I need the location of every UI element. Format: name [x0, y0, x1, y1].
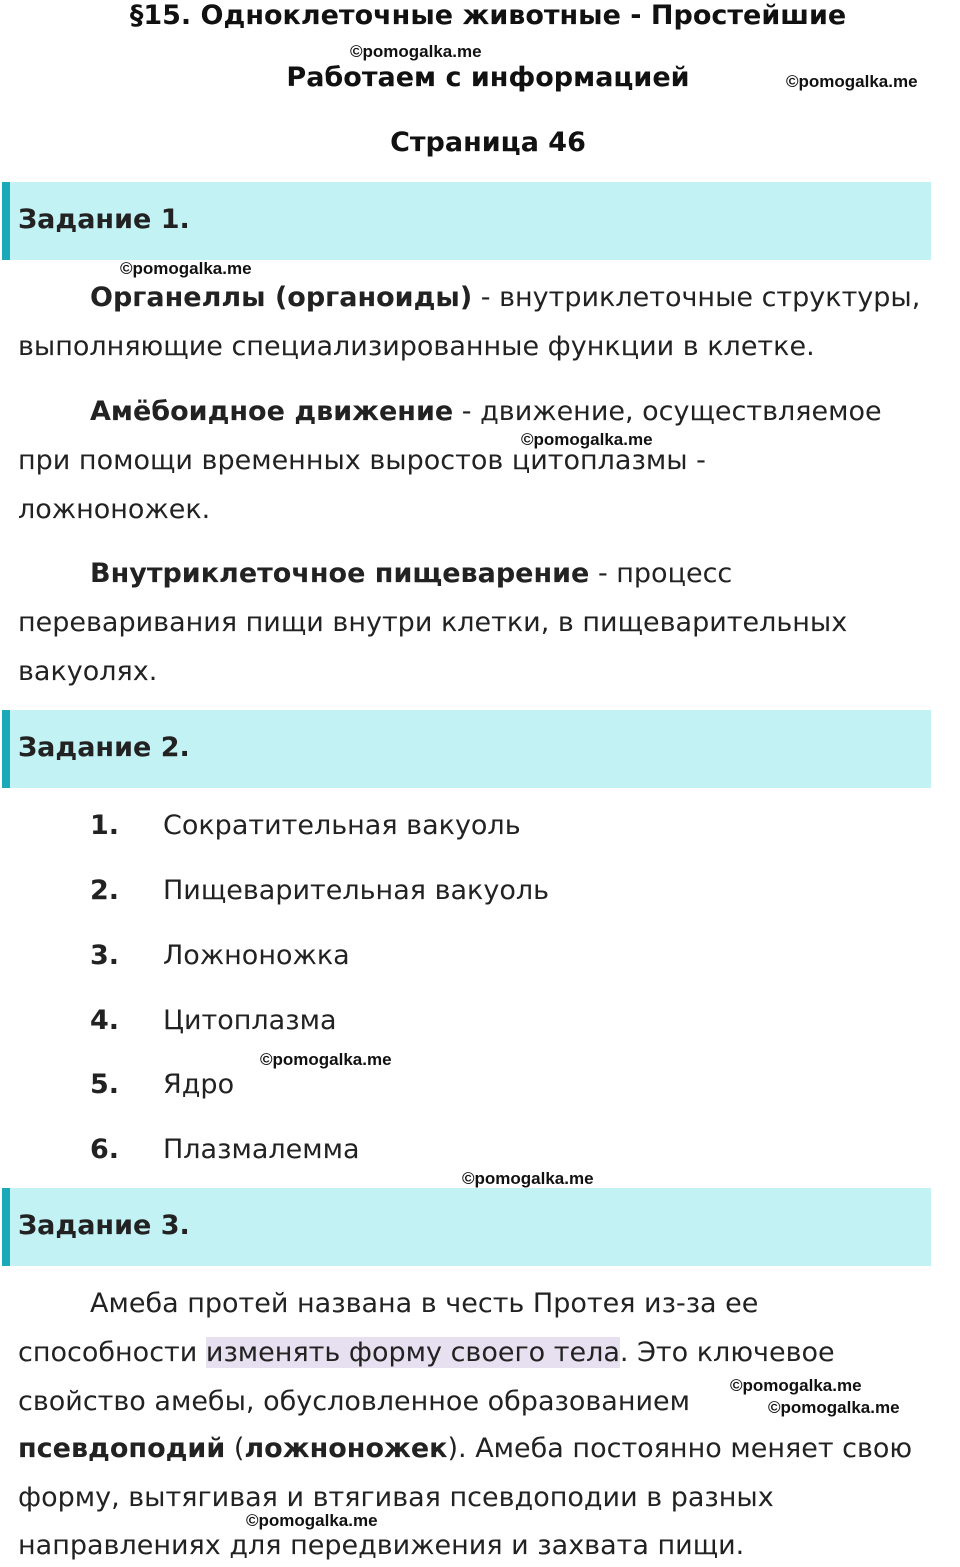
list-number: 4. — [90, 1005, 120, 1036]
task-1-header — [2, 182, 931, 260]
list-item: Плазмалемма — [163, 1134, 360, 1165]
watermark: ©pomogalka.me — [730, 1376, 862, 1395]
task-2-header — [2, 710, 931, 788]
answer-line: свойство амебы, обусловленное образованием — [18, 1386, 691, 1417]
list-number: 6. — [90, 1134, 120, 1165]
watermark: ©pomogalka.me — [768, 1398, 900, 1417]
answer-line: псевдоподий (ложноножек). Амеба постоянно меняет свою — [18, 1433, 913, 1464]
watermark: ©pomogalka.me — [350, 42, 482, 61]
task-2-heading: Задание 2. — [18, 732, 190, 763]
watermark: ©pomogalka.me — [120, 259, 252, 278]
watermark: ©pomogalka.me — [260, 1050, 392, 1069]
definition-amoeboid-line: при помощи временных выростов цитоплазмы - — [18, 445, 706, 476]
answer-line: способности изменять форму своего тела. Это ключевое — [18, 1337, 835, 1368]
page-title: §15. Одноклеточные животные - Простейшие — [129, 0, 847, 31]
task-3-header — [2, 1188, 931, 1266]
list-number: 5. — [90, 1069, 120, 1100]
answer-line: форму, вытягивая и втягивая псевдоподии в разных — [18, 1482, 774, 1513]
watermark: ©pomogalka.me — [462, 1169, 594, 1188]
list-item: Пищеварительная вакуоль — [163, 875, 550, 906]
definition-amoeboid: Амёбоидное движение - движение, осуществляемое — [90, 396, 882, 427]
definition-digestion-line: переваривания пищи внутри клетки, в пищеварительных — [18, 607, 848, 638]
list-item: Ядро — [163, 1069, 235, 1100]
definition-digestion-line: вакуолях. — [18, 656, 158, 687]
definition-amoeboid-line: ложноножек. — [18, 494, 211, 525]
definition-organelles-line: выполняющие специализированные функции в клетке. — [18, 331, 815, 362]
list-number: 3. — [90, 940, 120, 971]
list-item: Сократительная вакуоль — [163, 810, 521, 841]
answer-line: Амеба протей названа в честь Протея из-за ее — [90, 1288, 759, 1319]
definition-organelles: Органеллы (органоиды) - внутриклеточные структуры, — [90, 282, 921, 313]
list-item: Цитоплазма — [163, 1005, 337, 1036]
task-1-heading: Задание 1. — [18, 204, 190, 235]
section-subtitle: Работаем с информацией — [286, 62, 690, 93]
watermark: ©pomogalka.me — [786, 72, 918, 91]
list-number: 2. — [90, 875, 120, 906]
task-3-heading: Задание 3. — [18, 1210, 190, 1241]
definition-digestion: Внутриклеточное пищеварение - процесс — [90, 558, 733, 589]
page-number: Страница 46 — [390, 127, 586, 158]
list-number: 1. — [90, 810, 120, 841]
watermark: ©pomogalka.me — [521, 430, 653, 449]
highlighted-phrase: изменять форму своего тела — [205, 1337, 620, 1368]
list-item: Ложноножка — [163, 940, 350, 971]
answer-line: направлениях для передвижения и захвата пищи. — [18, 1530, 745, 1561]
watermark: ©pomogalka.me — [246, 1511, 378, 1530]
